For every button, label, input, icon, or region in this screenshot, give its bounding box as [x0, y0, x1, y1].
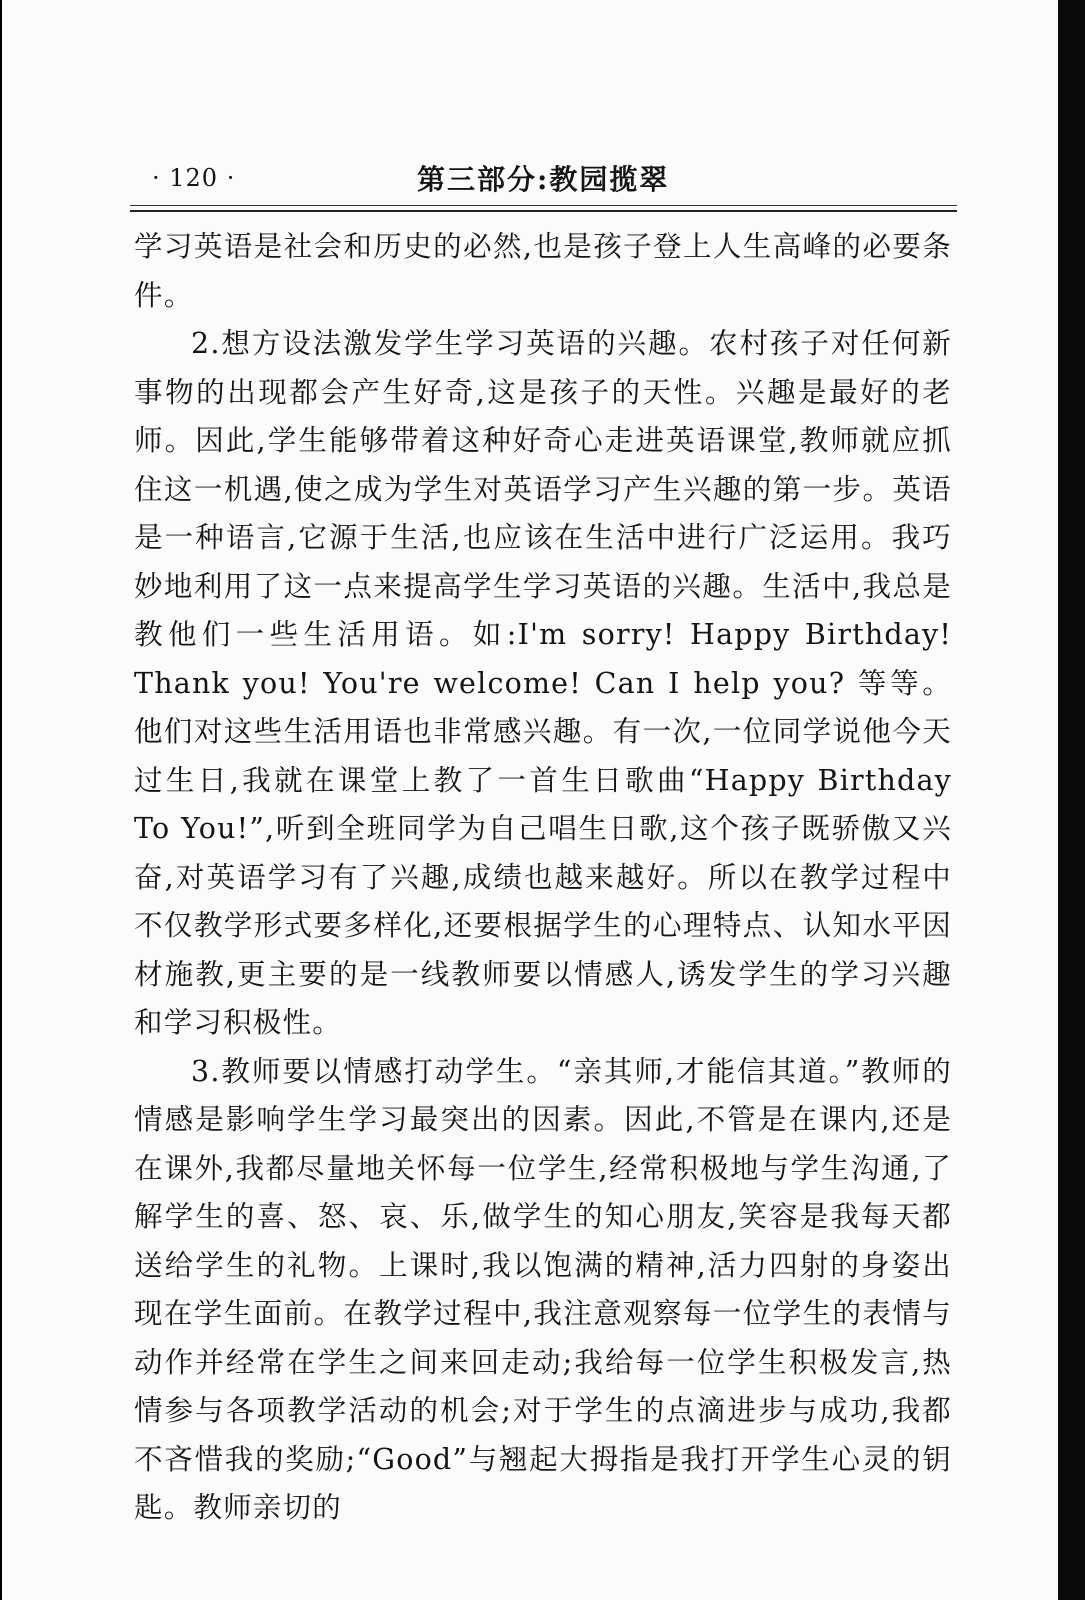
header-rule-thin: [130, 205, 957, 206]
page-header: [132, 158, 958, 198]
paragraph: 学习英语是社会和历史的必然,也是孩子登上人生高峰的必要条件。: [134, 230, 952, 312]
paragraph: 2.想方设法激发学生学习英语的兴趣。农村孩子对任何新事物的出现都会产生好奇,这是孩子的天性。兴趣是最好的老师。因此,学生能够带着这种好奇心走进英语课堂,教师就应抓住这一机遇,使之成为学生对英语学习产生兴趣的第一步。英语是一种语言,它源于生活,也应该在生活中进行广泛运用。我巧妙地利用了这一点来提高学生学习英语的兴趣。生活中,我总是教他们一些生活用语。如:I'm sorry! Happy Birthday! Thank you! You're welcome! Can I help you? 等等。他们对这些生活用语也非常感兴趣。有一次,一位同学说他今天过生日,我就在课堂上教了一首生日歌曲“Happy Birthday To You!”,听到全班同学为自己唱生日歌,这个孩子既骄傲又兴奋,对英语学习有了兴趣,成绩也越来越好。所以在教学过程中不仅教学形式要多样化,还要根据学生的心理特点、认知水平因材施教,更主要的是一线教师要以情感人,诱发学生的学习兴趣和学习积极性。: [134, 327, 952, 1039]
book-page: [2, 0, 1058, 1600]
running-head-title: 第三部分:教园揽翠: [417, 163, 670, 196]
header-rule-thick: [130, 210, 957, 212]
page-number: · 120 ·: [152, 164, 236, 192]
paragraph: 3.教师要以情感打动学生。“亲其师,才能信其道。”教师的情感是影响学生学习最突出的因素。因此,不管是在课内,还是在课外,我都尽量地关怀每一位学生,经常积极地与学生沟通,了解学生的喜、怒、哀、乐,做学生的知心朋友,笑容是我每天都送给学生的礼物。上课时,我以饱满的精神,活力四射的身姿出现在学生面前。在教学过程中,我注意观察每一位学生的表情与动作并经常在学生之间来回走动;我给每一位学生积极发言,热情参与各项教学活动的机会;对于学生的点滴进步与成功,我都不吝惜我的奖励;“Good”与翘起大拇指是我打开学生心灵的钥匙。教师亲切的: [134, 1054, 952, 1524]
scan-edge: [1058, 0, 1085, 1600]
body-text: [134, 223, 952, 1533]
